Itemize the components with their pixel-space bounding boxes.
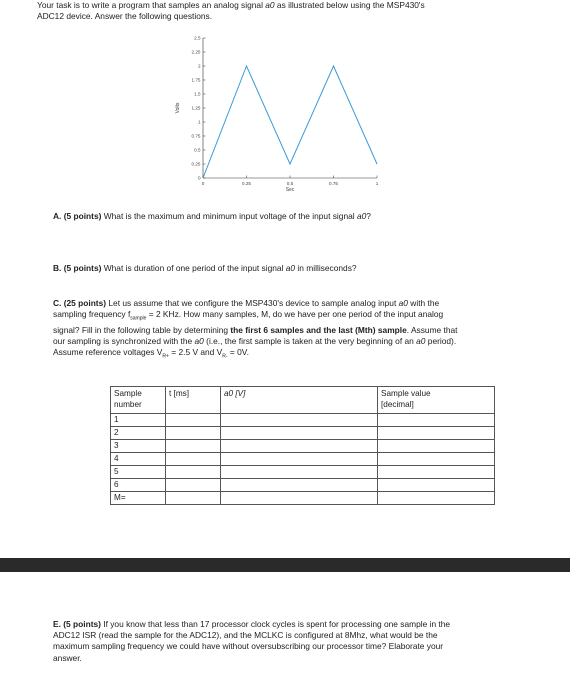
x-tick-label: 1 xyxy=(375,181,379,186)
x-tick-label: 0.75 xyxy=(329,181,338,186)
page-divider-band xyxy=(0,558,570,572)
chart-y-ticks xyxy=(192,36,206,181)
question-c-line-4: our sampling is synchronized with the a0 (i.e., the first sample is taken at the very beginning of an a0 period). xyxy=(53,336,457,347)
time-cell[interactable] xyxy=(166,427,221,440)
y-tick-label: 1 xyxy=(197,119,201,125)
header-a0-voltage: a0 [V] xyxy=(221,387,378,414)
a0-voltage-cell[interactable] xyxy=(221,427,378,440)
table-row xyxy=(111,492,495,505)
header-time: t [ms] xyxy=(166,387,221,414)
y-tick-label: 0 xyxy=(197,175,201,181)
question-e-line-2: ADC12 ISR (read the sample for the ADC12), and the MCLKC is configured at 8Mhz, what would be the xyxy=(53,630,438,641)
question-c-line-2: sampling frequency $f_{sample} = 2$ KHz. How many samples, M, do we have per one period of the input analog xyxy=(53,309,444,322)
question-e-line-4: answer. xyxy=(53,652,82,663)
table-row xyxy=(111,414,495,427)
sample-value-cell[interactable] xyxy=(378,453,495,466)
sample-value-cell[interactable] xyxy=(378,466,495,479)
sample-value-cell[interactable] xyxy=(378,479,495,492)
chart-x-ticks xyxy=(202,176,379,187)
question-c-line-1: C. (25 points) Let us assume that we configure the MSP430's device to sample analog input a0 with the xyxy=(53,298,440,308)
sample-number-cell: 3 xyxy=(111,440,166,453)
sample-number-cell: 4 xyxy=(111,453,166,466)
intro-line-2: ADC12 device. Answer the following questions. xyxy=(37,11,213,22)
a0-voltage-cell[interactable] xyxy=(221,453,378,466)
table-body xyxy=(111,414,495,505)
a0-voltage-cell[interactable] xyxy=(221,466,378,479)
sample-number-cell: M= xyxy=(111,492,166,505)
y-tick-label: 1.5 xyxy=(194,91,201,97)
a0-voltage-cell[interactable] xyxy=(221,414,378,427)
a0-voltage-cell[interactable] xyxy=(221,440,378,453)
signal-chart xyxy=(165,32,395,202)
x-tick-label: 0 xyxy=(201,181,205,186)
question-e-line-3: maximum sampling frequency we could have without oversubscribing our processor time? Elaborate your xyxy=(53,641,444,652)
signal-line xyxy=(203,66,377,178)
sample-value-cell[interactable] xyxy=(378,414,495,427)
a0-voltage-cell[interactable] xyxy=(221,492,378,505)
y-tick-label: 0.25 xyxy=(191,161,201,167)
y-tick-label: 2.5 xyxy=(194,35,201,41)
table-row xyxy=(111,453,495,466)
time-cell[interactable] xyxy=(166,492,221,505)
samples-table xyxy=(110,386,495,505)
time-cell[interactable] xyxy=(166,414,221,427)
question-e-line-1: E. (5 points) If you know that less than 17 processor clock cycles is spent for processing one sample in the xyxy=(53,619,451,629)
table-row xyxy=(111,427,495,440)
a0-voltage-cell[interactable] xyxy=(221,479,378,492)
sample-number-cell: 2 xyxy=(111,427,166,440)
sample-number-cell: 6 xyxy=(111,479,166,492)
y-tick-label: 2.25 xyxy=(191,49,201,55)
question-e xyxy=(53,619,513,664)
question-c-line-3: signal? Fill in the following table by determining the first 6 samples and the last (Mth) sample. Assume that xyxy=(53,325,458,336)
y-tick-label: 2 xyxy=(197,63,201,69)
intro-paragraph xyxy=(37,0,537,22)
time-cell[interactable] xyxy=(166,466,221,479)
table-row xyxy=(111,479,495,492)
table-row xyxy=(111,466,495,479)
header-sample-number: Sample number xyxy=(111,387,166,414)
table-row xyxy=(111,440,495,453)
intro-line-1: Your task is to write a program that samples an analog signal a0 as illustrated below using the MSP430's xyxy=(37,0,425,10)
y-axis-label: Volts xyxy=(175,102,181,114)
sample-value-cell[interactable] xyxy=(378,440,495,453)
time-cell[interactable] xyxy=(166,453,221,466)
time-cell[interactable] xyxy=(166,479,221,492)
chart-axes xyxy=(203,38,377,178)
sample-number-cell: 5 xyxy=(111,466,166,479)
table-header-row xyxy=(111,387,495,414)
question-b: B. (5 points) What is duration of one period of the input signal a0 in milliseconds? xyxy=(53,263,357,273)
question-c-line-5: Assume reference voltages $V_{R+} = 2.5$ V and $V_{R-} = 0V$. xyxy=(53,347,249,361)
question-c xyxy=(53,298,513,363)
x-axis-label: Sec xyxy=(285,187,295,193)
x-tick-label: 0.5 xyxy=(286,181,294,186)
sample-value-cell[interactable] xyxy=(378,492,495,505)
y-tick-label: 1.75 xyxy=(191,77,201,83)
sample-number-cell: 1 xyxy=(111,414,166,427)
header-sample-value: Sample value [decimal] xyxy=(378,387,495,414)
question-a: A. (5 points) What is the maximum and minimum input voltage of the input signal a0? xyxy=(53,211,371,221)
y-tick-label: 1.25 xyxy=(191,105,201,111)
y-tick-label: 0.75 xyxy=(191,133,201,139)
y-tick-label: 0.5 xyxy=(194,147,201,153)
x-tick-label: 0.25 xyxy=(242,181,251,186)
sample-value-cell[interactable] xyxy=(378,427,495,440)
time-cell[interactable] xyxy=(166,440,221,453)
